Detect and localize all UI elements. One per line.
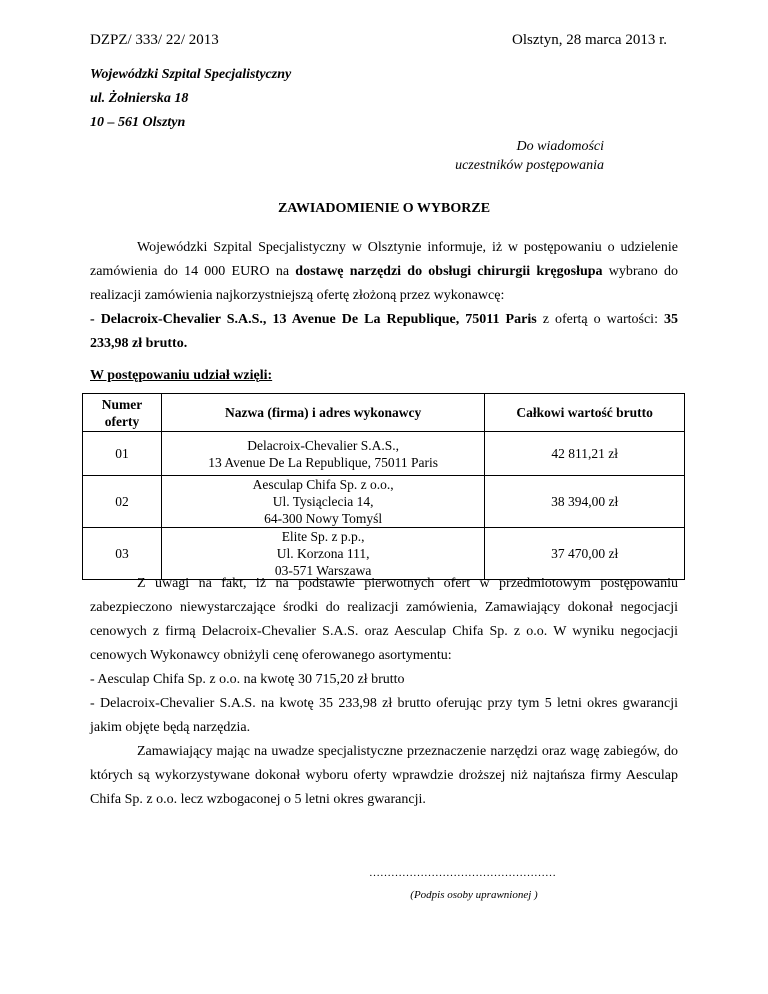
intro-text-a: Wojewódzki Szpital Specjalistyczny w Olsztynie informuje, iż w postępowaniu o udzielenie zamówienia do 14 000 EURO na [90,240,678,279]
offer-number: 02 [83,476,162,528]
recipient-line-2: uczestników postępowania [455,158,604,173]
winner-text: z ofertą o wartości: [536,312,664,327]
body-paragraph-3: - Delacroix-Chevalier S.A.S. na kwotę 35 233,98 zł brutto oferując przy tym 5 letni okres gwarancji jakim objęte będą narzędzia. [90,696,678,735]
sender-street: ul. Żołnierska 18 [90,91,189,106]
contractor-line: Ul. Tysiąclecia 14, [272,494,374,509]
intro-paragraph [90,236,678,356]
offer-value: 42 811,21 zł [485,432,685,476]
winner-value: 35 233,98 zł brutto. [90,312,678,351]
winner-name: - Delacroix-Chevalier S.A.S., 13 Avenue De La Republique, 75011 Paris [90,312,537,327]
signature-label: (Podpis osoby uprawnionej ) [410,889,538,901]
body-text [90,572,678,812]
body-paragraph-1: Z uwagi na fakt, iż na podstawie pierwotnych ofert w przedmiotowym postępowaniu zabezpieczono niewystarczające środki do realizacji zamówienia, Zamawiający dokonał negocjacji cenowych z firmą Delacroix-Chevalier S.A.S. oraz Aesculap Chifa Sp. z o.o. W wyniku negocjacji cenowych Wykonawcy obniżyli cenę oferowanego asortymentu: [90,576,678,663]
intro-text-b: wybrano do realizacji zamówienia najkorzystniejszą ofertę złożoną przez wykonawcę: [90,264,678,303]
offer-number: 03 [83,528,162,580]
offer-value: 38 394,00 zł [485,476,685,528]
header-offer-number: Numer oferty [83,394,162,432]
table-row [83,476,685,528]
contractor-line: Elite Sp. z p.p., [281,529,365,544]
table-header-row [83,394,685,432]
recipient-line-1: Do wiadomości [516,139,604,154]
offers-table [82,393,685,580]
contractor-line: Aesculap Chifa Sp. z o.o., [252,477,394,492]
document-title: ZAWIADOMIENIE O WYBORZE [277,201,491,216]
contractor-cell [161,432,484,476]
body-paragraph-4: Zamawiający mając na uwadze specjalistyczne przeznaczenie narzędzi oraz wagę zabiegów, do których są wykorzystywane dokonał wyboru oferty wprawdzie droższej niż najtańsza firmy Aesculap Chifa Sp. z o.o. lecz wzbogaconej o 5 letni okres gwarancji. [90,744,678,807]
header-contractor: Nazwa (firma) i adres wykonawcy [161,394,484,432]
sender-postal-city: 10 – 561 Olsztyn [90,115,186,130]
contractor-line: Delacroix-Chevalier S.A.S., [247,437,400,453]
document-reference: DZPZ/ 333/ 22/ 2013 [90,32,219,48]
offer-value: 37 470,00 zł [485,528,685,580]
signature-line: …………………………………………… [369,867,556,879]
participants-heading: W postępowaniu udział wzięli: [90,368,273,383]
offer-number: 01 [83,432,162,476]
contractor-line: 03-571 Warszawa [274,563,372,578]
intro-subject: dostawę narzędzi do obsługi chirurgii kręgosłupa [295,264,603,279]
contractor-line: Ul. Korzona 111, [276,546,370,561]
place-date: Olsztyn, 28 marca 2013 r. [512,32,667,48]
body-paragraph-2: - Aesculap Chifa Sp. z o.o. na kwotę 30 715,20 zł brutto [90,672,405,687]
table-row [83,432,685,476]
contractor-cell [161,476,484,528]
header-total-value: Całkowi wartość brutto [485,394,685,432]
contractor-line: 64-300 Nowy Tomyśl [264,511,383,526]
contractor-line: 13 Avenue De La Republique, 75011 Paris [208,454,439,470]
sender-name: Wojewódzki Szpital Specjalistyczny [90,67,292,82]
